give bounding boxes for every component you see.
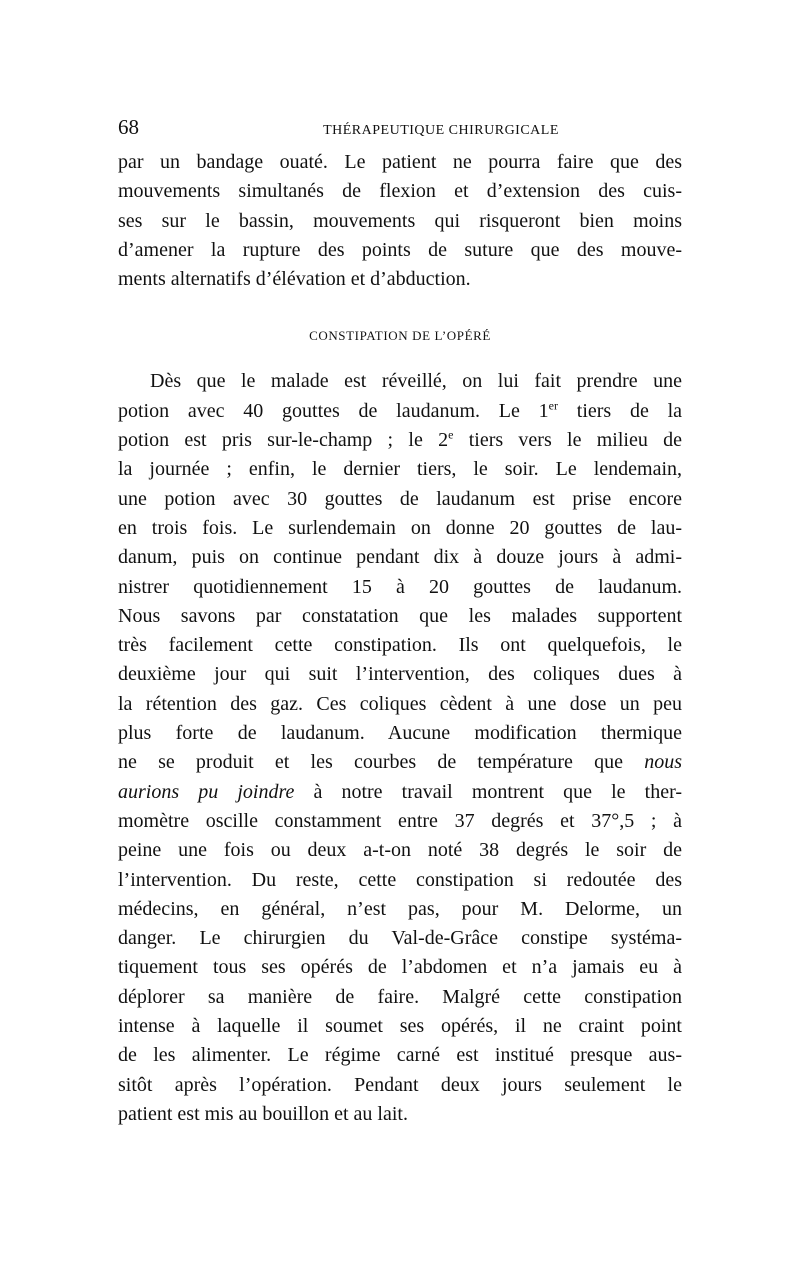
text-line — [118, 748, 682, 777]
section-title: CONSTIPATION DE L’OPÉRÉ — [309, 328, 491, 344]
text-line: Dès que le malade est réveillé, on lui fait prendre une — [150, 370, 682, 393]
text-fragment: tiers vers le milieu de — [468, 429, 683, 452]
text-line: danger. Le chirurgien du Val-de-Grâce constipe systéma- — [118, 927, 682, 950]
text-line: plus forte de laudanum. Aucune modification thermique — [118, 722, 682, 745]
page-header — [118, 112, 682, 142]
text-line: la rétention des gaz. Ces coliques cèdent à une dose un peu — [118, 692, 682, 715]
text-fragment: à notre travail montrent que le ther- — [313, 780, 682, 803]
text-line: déplorer sa manière de faire. Malgré cette constipation — [118, 985, 682, 1008]
text-fragment: tiers de la — [576, 399, 683, 422]
text-line: ments alternatifs d’élévation et d’abduction. — [118, 268, 471, 291]
text-fragment: ne se produit et les courbes de température que — [118, 751, 623, 774]
text-line: l’intervention. Du reste, cette constipation si redoutée des — [118, 868, 682, 891]
page-number: 68 — [118, 115, 139, 139]
text-fragment: potion est pris sur-le-champ ; le 2 — [118, 429, 449, 452]
text-line: de les alimenter. Le régime carné est institué presque aus- — [118, 1044, 682, 1067]
text-line: momètre oscille constamment entre 37 degrés et 37°,5 ; à — [118, 809, 682, 832]
text-line: deuxième jour qui suit l’intervention, des coliques dues à — [118, 663, 682, 686]
book-page — [118, 112, 682, 1129]
text-line: ses sur le bassin, mouvements qui risqueront bien moins — [118, 209, 682, 232]
text-line: par un bandage ouaté. Le patient ne pourra faire que des — [118, 151, 682, 173]
text-line: tiquement tous ses opérés de l’abdomen et n’a jamais eu à — [118, 956, 682, 979]
text-line: intense à laquelle il soumet ses opérés, il ne craint point — [118, 1015, 682, 1038]
italic-fragment: aurions pu joindre — [118, 780, 295, 803]
text-line — [118, 426, 682, 455]
text-line: danum, puis on continue pendant dix à douze jours à admi- — [118, 546, 682, 569]
running-head: THÉRAPEUTIQUE CHIRURGICALE — [323, 123, 559, 138]
paragraph-2 — [118, 367, 682, 1129]
text-line: en trois fois. Le surlendemain on donne 20 gouttes de lau- — [118, 516, 682, 539]
text-line: patient est mis au bouillon et au lait. — [118, 1102, 408, 1125]
text-line: très facilement cette constipation. Ils ont quelquefois, le — [118, 634, 682, 657]
text-line: médecins, en général, n’est pas, pour M. Delorme, un — [118, 897, 682, 920]
superscript: e — [448, 427, 454, 442]
text-line: potion avec 40 gouttes de laudanum. Le 1er tiers de la — [118, 398, 683, 422]
italic-fragment: nous — [644, 751, 682, 774]
text-line: nistrer quotidiennement 15 à 20 gouttes de laudanum. — [118, 575, 682, 598]
text-line: la journée ; enfin, le dernier tiers, le soir. Le lendemain, — [118, 458, 682, 481]
text-line: peine une fois ou deux a-t-on noté 38 degrés le soir de — [118, 839, 682, 862]
superscript: er — [548, 398, 558, 413]
text-line: sitôt après l’opération. Pendant deux jours seulement le — [118, 1073, 682, 1096]
text-line: d’amener la rupture des points de suture que des mouve- — [118, 238, 682, 261]
paragraph-1 — [118, 148, 682, 294]
text-fragment: potion avec 40 gouttes de laudanum. Le — [118, 399, 520, 422]
text-line: Nous savons par constatation que les malades supportent — [118, 604, 682, 627]
text-line — [118, 778, 682, 807]
text-line: une potion avec 30 gouttes de laudanum est prise encore — [118, 487, 682, 510]
text-line: mouvements simultanés de flexion et d’extension des cuis- — [118, 180, 682, 203]
